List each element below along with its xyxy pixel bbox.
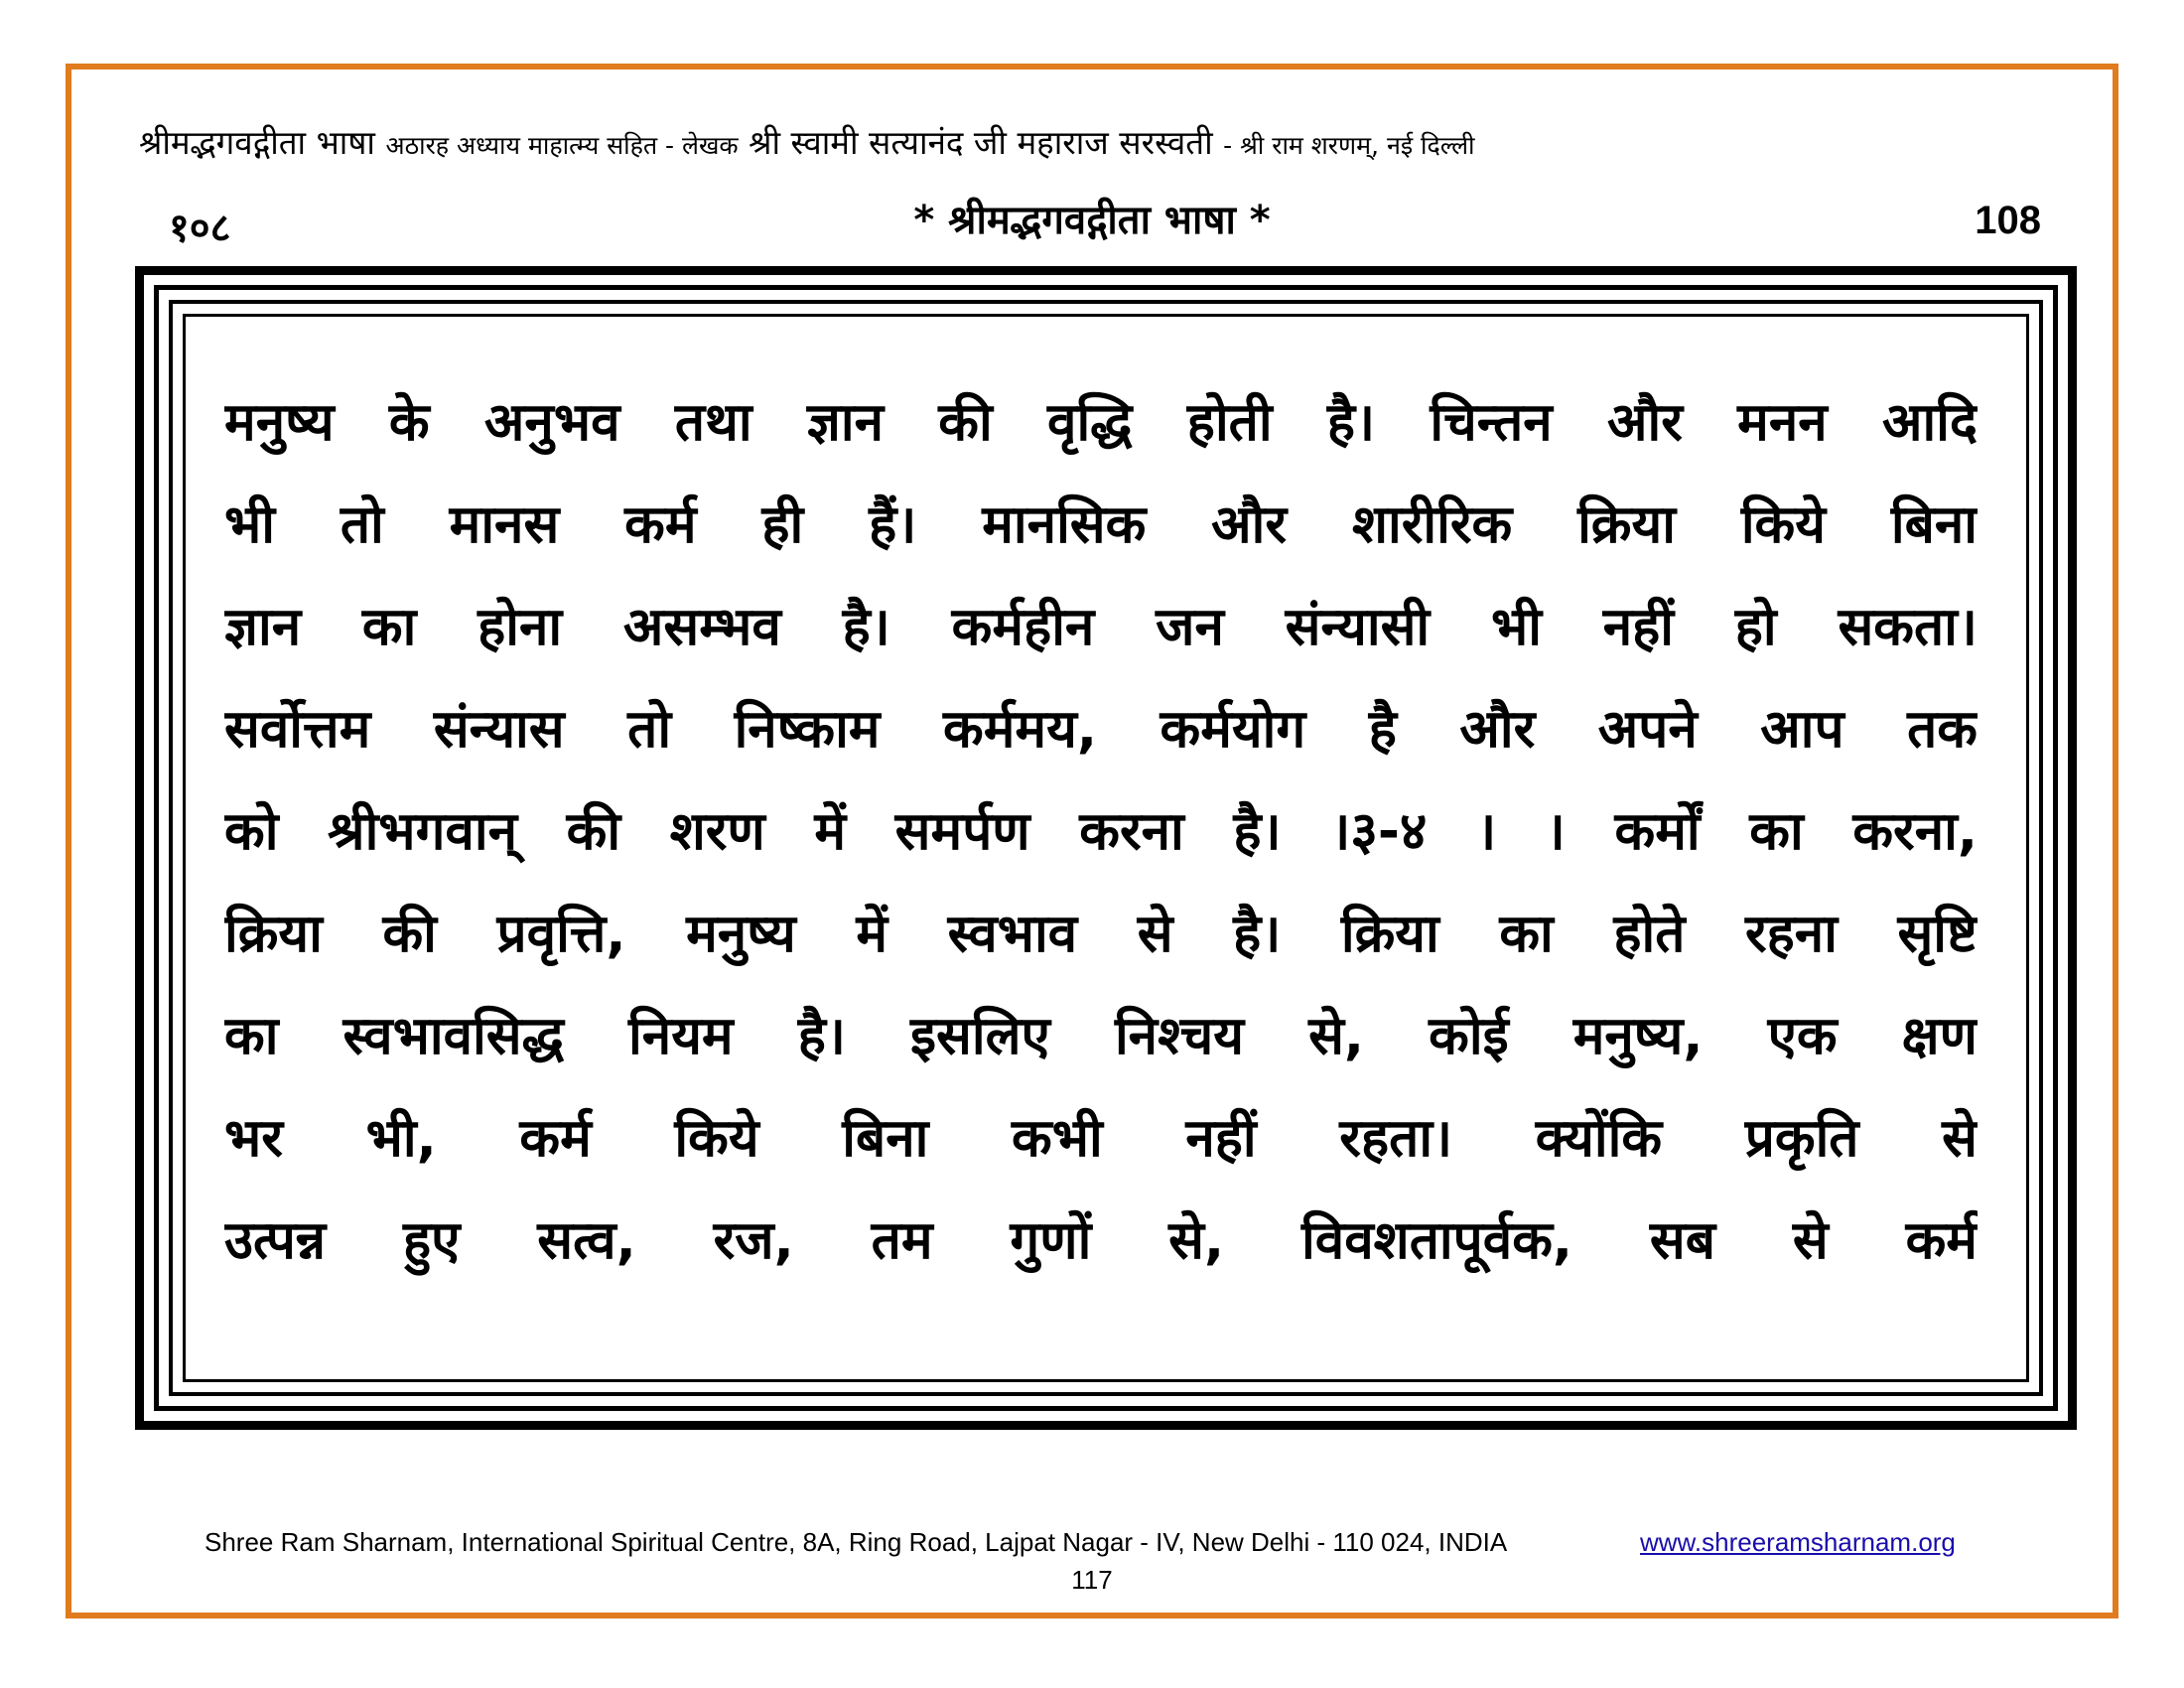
text-line: सर्वोत्तम संन्यास तो निष्काम कर्ममय, कर्मयोग है और अपने आप तक [224,699,1978,760]
text-line: क्रिया की प्रवृत्ति, मनुष्य में स्वभाव से है। क्रिया का होते रहना सृष्टि [224,904,1978,964]
text-line: भर भी, कर्म किये बिना कभी नहीं रहता। क्योंकि प्रकृति से [224,1108,1978,1169]
text-line: मनुष्य के अनुभव तथा ज्ञान की वृद्धि होती है। चिन्तन और मनन आदि [224,392,1978,453]
text-line: का स्वभावसिद्ध नियम है। इसलिए निश्चय से, कोई मनुष्य, एक क्षण [224,1006,1978,1066]
text-line: उत्पन्न हुए सत्व, रज, तम गुणों से, विवशतापूर्वक, सब से कर्म [224,1210,1978,1271]
header-subtitle: अठारह अध्याय माहात्म्य सहित - लेखक [385,131,739,160]
header-author: श्री स्वामी सत्यानंद जी महाराज सरस्वती [749,123,1213,162]
header-publisher: - श्री राम शरणम्, नई दिल्ली [1223,131,1475,160]
document-header [139,121,2065,168]
text-line: को श्रीभगवान् की शरण में समर्पण करना है। ।३-४ । । कर्मों का करना, [224,801,1978,862]
page-number-arabic: 108 [1975,199,2041,242]
text-line: ज्ञान का होना असम्भव है। कर्महीन जन संन्यासी भी नहीं हो सकता। [224,597,1978,657]
book-title: * श्रीमद्भगवद्गीता भाषा * [913,198,1271,243]
text-line: भी तो मानस कर्म ही हैं। मानसिक और शारीरिक क्रिया किये बिना [224,494,1978,555]
footer-page-number: 117 [1071,1565,1113,1595]
header-title: श्रीमद्भगवद्गीता भाषा [139,123,375,162]
footer-address: Shree Ram Sharnam, International Spiritual Centre, 8A, Ring Road, Lajpat Nagar - IV, New Delhi - 110 024, INDIA [205,1527,1508,1557]
body-text [224,371,1978,1292]
page-number-devanagari: १०८ [169,206,231,251]
website-link[interactable]: www.shreeramsharnam.org [1640,1527,1956,1557]
